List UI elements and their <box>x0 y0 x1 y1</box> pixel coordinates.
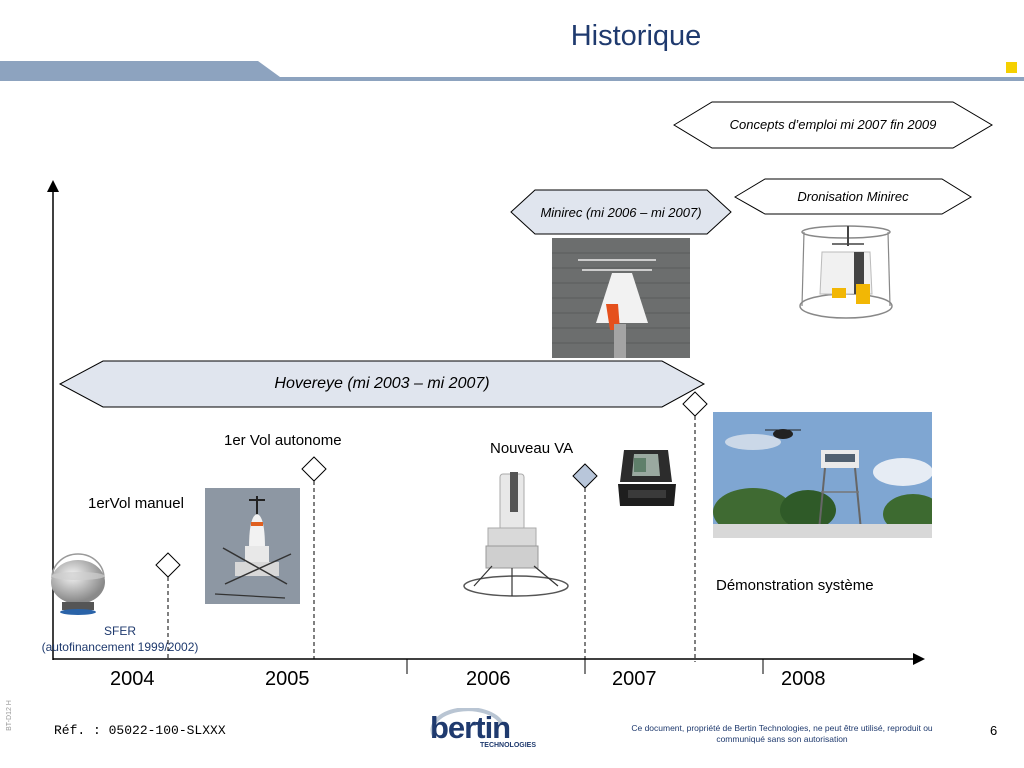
demonstration-label: Démonstration système <box>716 577 874 594</box>
ground-station-image <box>614 446 680 512</box>
milestone-diamond <box>573 464 597 488</box>
sfer-name: SFER <box>103 624 136 638</box>
horizontal-axis-arrow <box>913 653 925 665</box>
confidentiality-note-line2: communiqué sans son autorisation <box>716 734 848 744</box>
nouveau-va-image <box>462 470 574 600</box>
sfer-funding: (autofinancement 1999/2002) <box>41 640 199 654</box>
hovereye-manual-flight-image <box>205 488 300 604</box>
milestone-diamond <box>302 457 326 481</box>
vertical-axis-arrow <box>47 180 59 192</box>
bertin-logo <box>428 708 546 752</box>
minirec-image <box>552 238 690 358</box>
vol-autonome-label: 1er Vol autonome <box>224 432 342 449</box>
side-document-code: BT-D12 H <box>5 700 13 731</box>
minirec-banner-label: Minirec (mi 2006 – mi 2007) <box>540 205 702 220</box>
page-number: 6 <box>990 723 998 738</box>
demonstration-system-image <box>713 412 932 538</box>
milestone-diamond <box>683 392 707 416</box>
confidentiality-note <box>612 723 952 745</box>
year-label: 2004 <box>110 668 155 690</box>
hovereye-banner-label: Hovereye (mi 2003 – mi 2007) <box>274 375 490 392</box>
year-label: 2005 <box>265 668 310 690</box>
document-reference: Réf. : 05022-100-SLXXX <box>54 723 226 738</box>
concepts-banner-label: Concepts d’emploi mi 2007 fin 2009 <box>729 117 937 132</box>
dronisation-minirec-image <box>798 222 896 326</box>
sfer-label <box>20 623 220 655</box>
milestone-diamond <box>156 553 180 577</box>
year-label: 2007 <box>612 668 657 690</box>
year-label: 2006 <box>466 668 511 690</box>
confidentiality-note-line1: Ce document, propriété de Bertin Technologies, ne peut être utilisé, reproduit ou <box>631 723 933 733</box>
nouveau-va-label: Nouveau VA <box>490 440 574 457</box>
vol-manuel-label: 1erVol manuel <box>88 495 184 512</box>
sfer-drone-image <box>40 550 120 620</box>
dronisation-banner-label: Dronisation Minirec <box>797 189 909 204</box>
slide-title: Historique <box>570 20 702 52</box>
bertin-logo-subtext: TECHNOLOGIES <box>480 742 537 749</box>
year-label: 2008 <box>781 668 826 690</box>
bertin-logo-text: bertin <box>430 710 511 745</box>
